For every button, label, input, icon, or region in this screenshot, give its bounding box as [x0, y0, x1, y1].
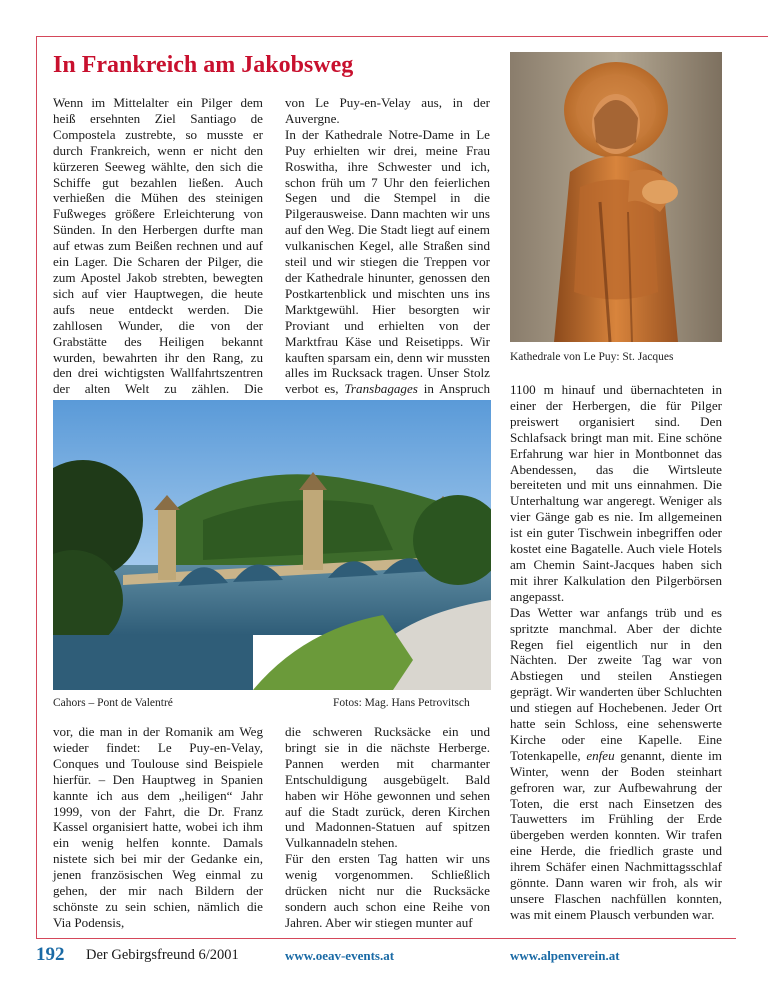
article-title: In Frankreich am Jakobsweg	[53, 52, 354, 78]
frame-left-rule	[36, 36, 37, 938]
photo-credit: Fotos: Mag. Hans Petrovitsch	[333, 697, 470, 709]
italic-term: enfeu	[586, 747, 615, 763]
text-span: Das Wetter war anfangs trüb und es spritzte manchmal. Aber der dichte Regen fiel eigentlich nur in den Nächten. Der zweite Tag war von Abstiegen und steilen Anstiegen geprägt. Wir wanderten über Schluchten und stiegen auf Hochebenen. Jeder Ort hatte sein Schloss, eine sehenswerte Kirche oder eine Kapelle. Eine Totenkapelle,	[510, 604, 722, 763]
bridge-photo	[53, 400, 491, 690]
column-3-text	[510, 382, 722, 923]
magazine-issue: Der Gebirgsfreund 6/2001	[86, 947, 239, 963]
paragraph: Wenn im Mittelalter ein Pilger dem heiß ersehnten Ziel Santiago de Compostela zustrebte, so musste er durch Frankreich, wenn er nicht den kürzeren Seeweg wählte, den sich die Schiffe gut bezahlen ließen. Auch verhießen die Mühen des steinigen Fußweges größere Erleichterung von Sünden. In den Herbergen durfte man auf etwas zum Beißen rechnen und auf ein Lager. Die Scharen der Pilger, die zum Apostel Jakob strebten, bewegten sich auf vier Hauptwegen, die heute aufs neue entdeckt werden. Die zahllosen Wunder, die von der Grabstätte des Heiligen bekannt wurden, bewahrten ihr den Rang, zu den drei wichtigsten Wallfahrtszentren der alten Welt zu zählen. Die	[53, 95, 263, 397]
oeav-events-link[interactable]: www.oeav-events.at	[285, 948, 395, 963]
paragraph: Für den ersten Tag hatten wir uns wenig vorgenommen. Schließlich drücken nicht nur die Rucksäcke sondern auch schon eine Reihe von Jahren. Aber wir stiegen munter auf	[285, 851, 490, 930]
bridge-caption: Cahors – Pont de Valentré	[53, 697, 173, 709]
column-1-text	[53, 95, 263, 429]
italic-term: Transbagages	[344, 381, 418, 397]
paragraph: die schweren Rucksäcke ein und bringt sie in die nächste Herberge. Pannen werden mit charmanter Entschuldigung ausgebügelt. Bald haben wir Höhe gewonnen und sehen auf die Stadt zurück, deren Kirchen und Madonnen-Statuen auf spitzen Vulkannadeln stehen.	[285, 724, 490, 851]
statue-photo	[510, 52, 722, 342]
statue-caption: Kathedrale von Le Puy: St. Jacques	[510, 351, 674, 363]
paragraph	[510, 605, 722, 923]
alpenverein-link[interactable]: www.alpenverein.at	[510, 948, 620, 963]
frame-bottom-rule	[36, 938, 736, 939]
paragraph: vor, die man in der Romanik am Weg wieder findet: Le Puy-en-Velay, Conques und Toulouse sind Beispiele hierfür. – Den Hauptweg in Spanien kannte ich aus dem „heiligen“ Jahr 1999, von der Fahrt, die Dr. Franz Kassel organisiert hatte, wobei ich ihm ein wenig helfen konnte. Damals nistete sich bei mir der Gedanke ein, jenen französischen Weg einmal zu gehen, der mir nach Bildern der schönste zu sein schien, nämlich die Via Podensis,	[53, 724, 263, 930]
paragraph	[285, 127, 490, 413]
frame-top-rule	[36, 36, 768, 37]
page-number: 192	[36, 944, 65, 965]
text-span: In der Kathedrale Notre-Dame in Le Puy erhielten wir drei, meine Frau Roswitha, ihre Schwester und ich, schon früh um 7 Uhr den feierlichen Segen und die Stempel in die Pilgerausweise. Dann machten wir uns auf den Weg. Die Stadt liegt auf einem vulkanischen Kegel, alle Straßen sind steil und wir stiegen die Treppen vor der Kathedrale hinunter, genossen den Postkartenblick und mischten uns ins Marktgewühl. Hier besorgten wir Proviant und erhielten von der Marktfrau Käse und Reisetipps. Wir kauften sparsam ein, denn wir mussten alles im Rucksack tragen. Unser Stolz verbot es,	[285, 126, 490, 397]
paragraph: 1100 m hinauf und übernachteten in einer der Herbergen, die für Pilger preiswert organisiert sind. Den Schlafsack bringt man mit. Eine schöne Erfahrung war hier in Montbonnet das Abendessen, das die Wirtsleute bereiteten und mit uns einnahmen. Die Unterhaltung war angeregt. Weniger als vier Gänge gab es nie. Im allgemeinen ist ein guter Tischwein inbegriffen oder kostet eine Bagatelle. Auch viele Hotels am Chemin Saint-Jacques haben sich mit ihrer Kalkulation den Pilgerbörsen angepasst.	[510, 382, 722, 604]
column-5-text	[285, 724, 490, 931]
paragraph: von Le Puy-en-Velay aus, in der Auvergne.	[285, 95, 490, 126]
column-2-text	[285, 95, 490, 413]
text-span: genannt, diente im Winter, wenn der Boden steinhart gefroren war, zur Aufbewahrung der Toten, die erst nach Einsetzen des Tauwetters im Frühling der Erde übergeben werden konnten. Wir trafen eine Herde, die friedlich graste und ihrem Schäfer einen Nachmittagsschlaf gönnte. Dann waren wir froh, als wir unsere Flaschen nachfüllen konnten, was mit einem Plausch verbunden war.	[510, 747, 722, 922]
column-4-text	[53, 724, 263, 931]
text-span: in Anspruch	[423, 381, 490, 397]
